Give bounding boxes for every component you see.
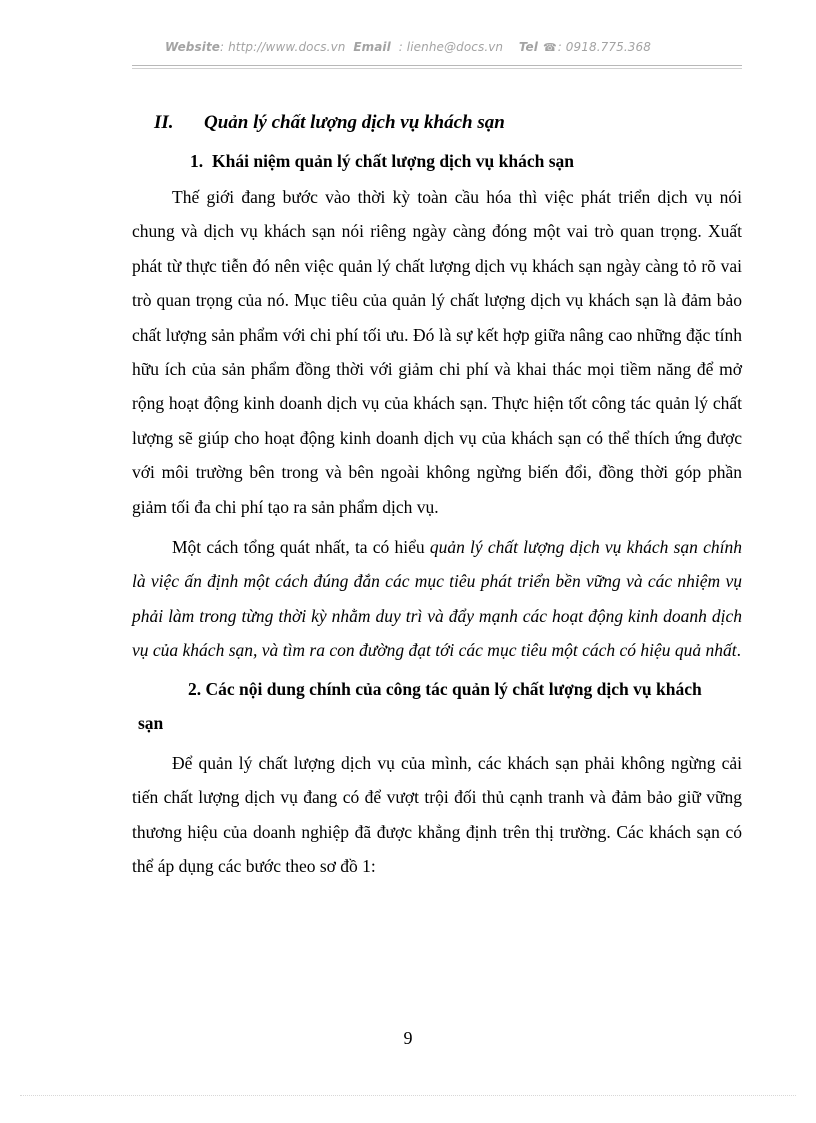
subsection-1-number: 1. bbox=[190, 151, 204, 171]
subsection-2-heading bbox=[132, 672, 742, 740]
tel-value: : 0918.775.368 bbox=[557, 40, 651, 54]
document-body bbox=[132, 104, 742, 883]
paragraph-2-definition: quản lý chất lượng dịch vụ khách sạn chính là việc ấn định một cách đúng đắn các mục tiêu phát triển bền vững và các nhiệm vụ phải làm trong từng thời kỳ nhằm duy trì và đẩy mạnh các hoạt động kinh doanh dịch vụ của khách sạn, và tìm ra con đường đạt tới các mục tiêu một cách có hiệu quả nhất bbox=[132, 537, 742, 661]
subsection-2-title-line2: sạn bbox=[138, 712, 164, 733]
phone-icon: ☎ bbox=[542, 41, 557, 54]
paragraph-3: Để quản lý chất lượng dịch vụ của mình, các khách sạn phải không ngừng cải tiến chất lượng dịch vụ đang có để vượt trội đối thủ cạnh tranh và đảm bảo giữ vững thương hiệu của doanh nghiệp đã được khẳng định trên thị trường. Các khách sạn có thể áp dụng các bước theo sơ đồ 1: bbox=[132, 752, 742, 876]
section-title: Quản lý chất lượng dịch vụ khách sạn bbox=[204, 112, 505, 133]
section-number: II. bbox=[154, 112, 174, 133]
email-value: : lienhe@docs.vn bbox=[398, 40, 504, 54]
tel-label: Tel bbox=[518, 40, 539, 54]
header-divider bbox=[132, 65, 742, 66]
email-label: Email bbox=[353, 40, 391, 54]
paragraph-1: Thế giới đang bước vào thời kỳ toàn cầu hóa thì việc phát triển dịch vụ nói chung và dịch vụ khách sạn nói riêng ngày càng đóng một vai trò quan trọng. Xuất phát từ thực tiễn đó nên việc quản lý chất lượng dịch vụ khách sạn ngày càng tỏ rõ vai trò quan trọng của nó. Mục tiêu của quản lý chất lượng dịch vụ khách sạn là đảm bảo chất lượng sản phẩm với chi phí tối ưu. Đó là sự kết hợp giữa nâng cao những đặc tính hữu ích của sản phẩm đồng thời với giảm chi phí và khai thác mọi tiềm năng để mở rộng hoạt động kinh doanh dịch vụ của khách sạn. Thực hiện tốt công tác quản lý chất lượng sẽ giúp cho hoạt động kinh doanh dịch vụ của khách sạn có thể thích ứng được với môi trường bên trong và bên ngoài không ngừng biến đổi, đồng thời góp phần giảm tối đa chi phí tạo ra sản phẩm dịch vụ. bbox=[132, 187, 742, 517]
paragraph-2-lead: Một cách tổng quát nhất, ta có hiểu bbox=[172, 537, 430, 558]
footer-divider bbox=[20, 1095, 796, 1096]
subsection-2-title-line1: Các nội dung chính của công tác quản lý chất lượng dịch vụ khách bbox=[205, 678, 702, 699]
page-header bbox=[0, 40, 816, 54]
subsection-1-title: Khái niệm quản lý chất lượng dịch vụ khách sạn bbox=[212, 151, 575, 171]
paragraph-2 bbox=[132, 530, 742, 668]
website-value: : http://www.docs.vn bbox=[220, 40, 346, 54]
page-number: 9 bbox=[403, 1028, 413, 1048]
header-divider-secondary bbox=[132, 68, 742, 69]
subsection-1-heading bbox=[190, 148, 742, 174]
website-label: Website bbox=[165, 40, 221, 54]
section-heading bbox=[154, 104, 742, 142]
paragraph-2-tail: . bbox=[736, 640, 741, 661]
subsection-2-number: 2. bbox=[188, 678, 202, 699]
